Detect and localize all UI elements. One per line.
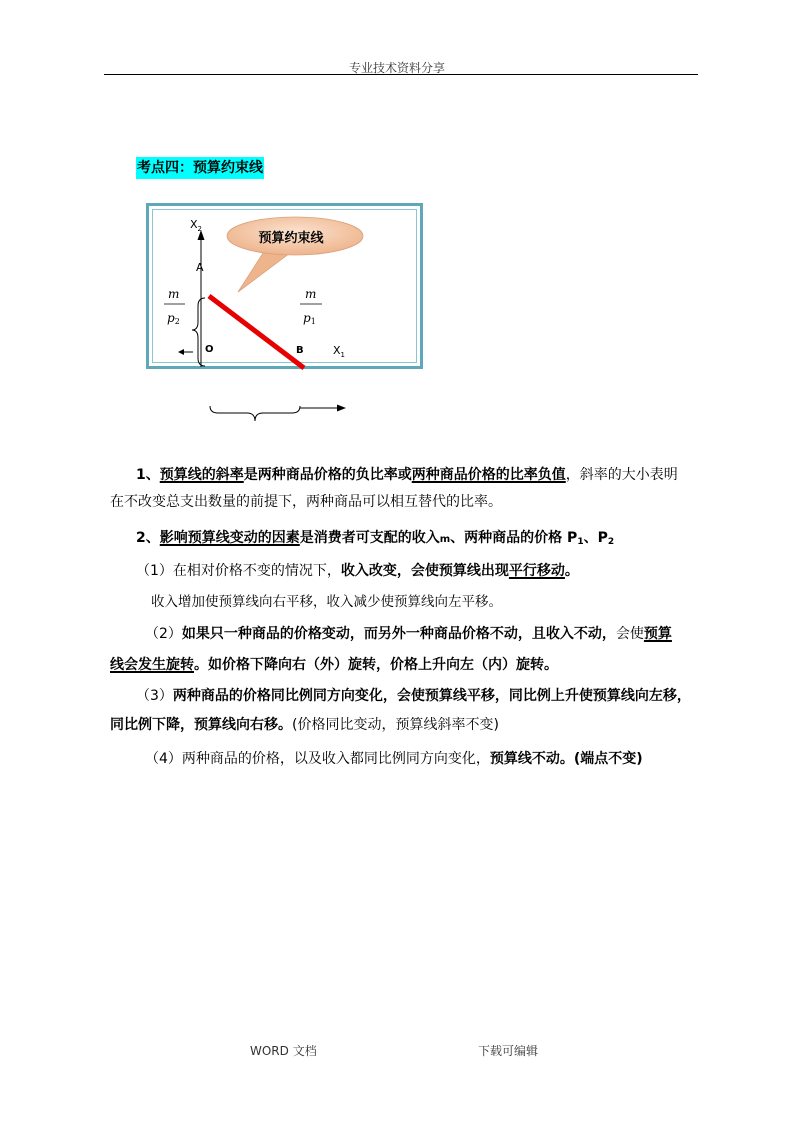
horizontal-brace <box>210 406 300 421</box>
p5-text-a: （2） <box>145 626 182 642</box>
p5-text-d: 。如价格下降向右（外）旋转，价格上升向左（内）旋转。 <box>194 657 558 673</box>
p2-text-c: 、P <box>583 530 608 546</box>
budget-line-diagram <box>0 0 794 440</box>
page-header: 专业技术资料分享 <box>348 61 445 75</box>
p3-text-a: （1）在相对价格不变的情况下， <box>136 563 341 579</box>
p2-number: 2、 <box>136 530 160 546</box>
p2-text-b: 、两种商品的价格 P <box>450 530 578 546</box>
fraction-m-over-p2 <box>164 287 185 326</box>
small-left-arrow-head <box>178 349 184 355</box>
p5-term-start: 预算 <box>643 626 672 642</box>
b-label: B <box>296 345 304 356</box>
fraction-m-over-p1 <box>300 287 322 326</box>
p2-factors-term: 影响预算线变动的因素 <box>159 530 300 546</box>
p6-text-a: （3） <box>136 688 173 704</box>
paragraph-7 <box>145 749 643 769</box>
p2-sub-2: 2 <box>607 537 615 547</box>
p3-parallel-term: 平行移动 <box>508 563 565 579</box>
budget-line <box>209 296 304 368</box>
frac-right-den: p1 <box>303 311 316 326</box>
p5-rotation-term: 线会发生旋转 <box>110 657 194 673</box>
p1-text-b: ，斜率的大小表明 <box>565 467 678 483</box>
vertical-brace <box>192 298 205 366</box>
p3-text-c: 。 <box>564 563 579 579</box>
footer-left: WORD 文档 <box>250 1044 317 1058</box>
speech-bubble <box>227 217 363 292</box>
bubble-label: 预算约束线 <box>258 231 324 246</box>
paragraph-6-line-1 <box>136 686 691 706</box>
paragraph-2 <box>136 528 614 552</box>
paragraph-3 <box>136 561 579 581</box>
p5-text-c: 会使 <box>615 626 644 642</box>
x2-label: $X_2$ <box>190 218 203 233</box>
paragraph-5-line-1 <box>145 624 672 644</box>
p5-text-b: 如果只一种商品的价格变动，而另外一种商品价格不动，且收入不动， <box>181 626 616 642</box>
x1-label: $X_1$ <box>333 344 346 359</box>
o-label: O <box>205 344 214 355</box>
frac-right-num: m <box>305 287 317 301</box>
p1-ratio-term: 两种商品价格的比率负值 <box>411 467 566 483</box>
p1-slope-term: 预算线的斜率 <box>159 467 244 483</box>
p1-number: 1、 <box>136 467 160 483</box>
p2-text-a: 是消费者可支配的收入 <box>299 530 440 546</box>
footer-right: 下载可编辑 <box>478 1044 539 1058</box>
frac-left-num: m <box>168 287 180 301</box>
p2-m: m <box>439 534 451 545</box>
p7-text-a: （4）两种商品的价格，以及收入都同比例同方向变化， <box>145 751 490 767</box>
paragraph-4: 收入增加使预算线向右平移，收入减少使预算线向左平移。 <box>151 594 502 610</box>
paragraph-5-line-2 <box>110 655 558 675</box>
p2-sub-1: 1 <box>577 537 584 547</box>
a-label: A <box>196 261 204 274</box>
paragraph-6-line-2 <box>110 715 499 735</box>
p3-text-b: 收入改变，会使预算线出现 <box>340 563 509 579</box>
paragraph-1-line-2: 在不改变总支出数量的前提下，两种商品可以相互替代的比率。 <box>110 494 502 510</box>
p1-text-a: 是两种商品价格的负比率或 <box>243 467 412 483</box>
bottom-arrow-head <box>337 405 346 412</box>
section-title: 考点四：预算约束线 <box>136 157 264 179</box>
p6-text-b: 两种商品的价格同比例同方向变化，会使预算线平移，同比例上升使预算线向左移， <box>172 688 691 704</box>
p6-text-d: (价格同比变动，预算线斜率不变) <box>292 717 499 733</box>
paragraph-1-line-1 <box>136 465 678 485</box>
p6-text-c: 同比例下降，预算线向右移。 <box>110 717 292 733</box>
frac-left-den: p2 <box>167 311 180 326</box>
p7-text-b: 预算线不动。(端点不变) <box>489 751 643 767</box>
